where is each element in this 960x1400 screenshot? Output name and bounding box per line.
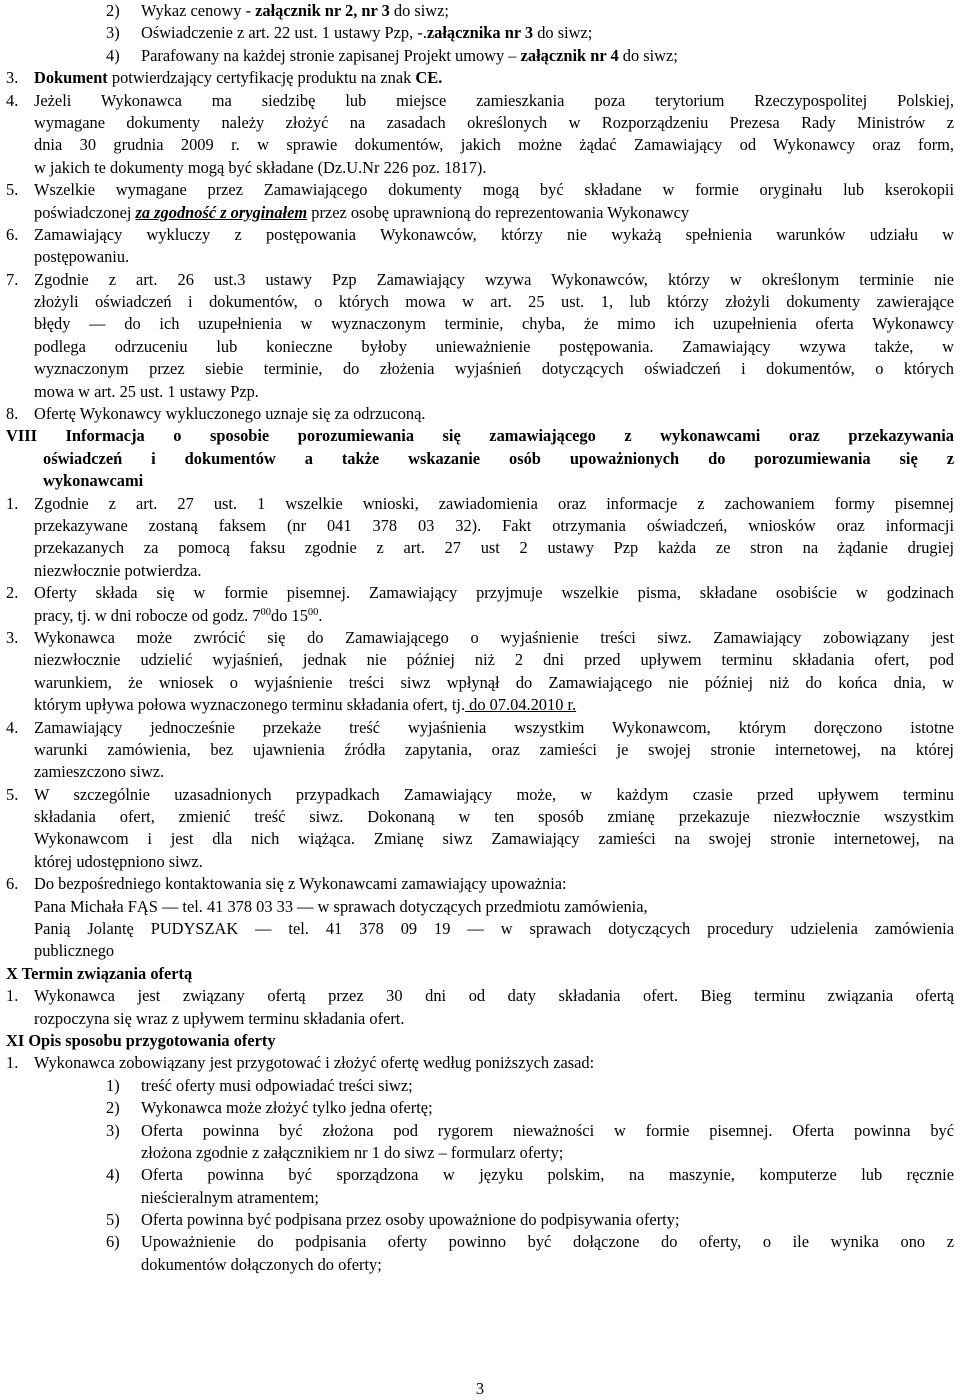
list-item: 6. Zamawiający wykluczy z postępowania Wykonawców, którzy nie wykażą spełnienia warunków udziału w xyxy=(6,224,954,244)
list-item: 2) Wykonawca może złożyć tylko jedna ofertę; xyxy=(106,1098,433,1118)
list-item: 6) Upoważnienie do podpisania oferty powinno być dołączone do oferty, o ile wynika ono z xyxy=(106,1232,954,1252)
document-page: 2) Wykaz cenowy - załącznik nr 2, nr 3 do siwz; 3) Oświadczenie z art. 22 ust. 1 ustawy Pzp, -.załącznika nr 3 do siwz; 4) Parafowany na każdej stronie zapisanej Projekt umowy – załącznik nr 4 do siwz; 3. Dokument potwierdzający certyfikację produktu na znak CE. 4. Jeżeli Wykonawca ma siedzibę lub miejsce zamieszkania poza terytorium Rzeczypospolitej Polskiej, wymagane dokumenty należy złożyć na zasadach określonych w Rozporządzeniu Prezesa Rady Ministrów z dnia 30 grudnia 2009 r. w sprawie dokumentów, jakich możne żądać Zamawiający od Wykonawcy oraz form, w jakich te dokumenty mogą być składane (Dz.U.Nr 226 poz. 1817). 5. Wszelkie wymagane przez Zamawiającego dokumenty mogą być składane w formie oryginału lub kserokopii poświadczonej za zgodność z oryginałem przez osobę uprawnioną do reprezentowania Wykonawcy 6. Zamawiający wykluczy z postępowania Wykonawców, którzy nie wykażą spełnienia warunków udziału w postępowaniu. 7. Zgodnie z art. 26 ust.3 ustawy Pzp Zamawiający wzywa Wykonawców, którzy w określonym terminie nie złożyli oświadczeń i dokumentów, o których mowa w art. 25 ust. 1, lub którzy złożyli dokumenty zawierające błędy — do ich uzupełnienia w wyznaczonym terminie, chyba, że mimo ich uzupełnienia oferta Wykonawcy podlega odrzuceniu lub konieczne byłoby unieważnienie postępowania. Zamawiający wzywa także, w wyznaczonym przez siebie terminie, do złożenia wyjaśnień dotyczących oświadczeń i dokumentów, o których mowa w art. 25 ust. 1 ustawy Pzp. 8. Ofertę Wykonawcy wykluczonego uznaje się za odrzuconą. VIII Informacja o sposobie porozumiewania się zamawiającego z wykonawcami oraz przekazywania oświadczeń i dokumentów a także wskazanie osób upoważnionych do porozumiewania się z wykonawcami 1. Zgodnie z art. 27 ust. 1 wszelkie wnioski, zawiadomienia oraz informacje z zachowaniem formy pisemnej przekazywane zostaną faksem (nr 041 378 03 32). Fakt otrzymania oświadczeń, wniosków oraz informacji przekazanych za pomocą faksu zgodnie z art. 27 ust 2 ustawy Pzp każda ze stron na żądanie drugiej niezwłocznie potwierdza. 2. Oferty składa się w formie pisemnej. Zamawiający przyjmuje wszelkie pisma, składane osobiście w godzinach pracy, tj. w dni robocze od godz. $7^{00}do$ $15^{00}$. 3. Wykonawca może zwrócić się do Zamawiającego o wyjaśnienie treści siwz. Zamawiający zobowiązany jest niezwłocznie udzielić wyjaśnień, jednak nie później niż 2 dni przed upływem terminu składania ofert, pod warunkiem, że wniosek o wyjaśnienie treści siwz wpłynął do Zamawiającego nie później niż do końca dnia, w którym upływa połowa wyznaczonego terminu składania ofert, tj. do 07.04.2010 r. 4. Zamawiający jednocześnie przekaże treść wyjaśnienia wszystkim Wykonawcom, którym doręczono istotne warunki zamówienia, bez ujawnienia źródła zapytania, oraz zamieści je swojej stronie internetowej, na której zamieszczono siwz. 5. W szczególnie uzasadnionych przypadkach Zamawiający może, w każdym czasie przed upływem terminu składania ofert, zmienić treść siwz. Dokonaną w ten sposób zmianę przekazuje niezwłocznie wszystkim Wykonawcom i jest dla nich wiążąca. Zmianę siwz Zamawiający zamieści na swojej stronie internetowej, na której udostępniono siwz. 6. Do bezpośredniego kontaktowania się z Wykonawcami zamawiający upoważnia: Pana Michała FĄS — tel. 41 378 03 33 — w sprawach dotyczących przedmiotu zamówienia, Panią Jolantę PUDYSZAK — tel. 41 378 09 19 — w sprawach dotyczących procedury udzielenia zamówienia publicznego X Termin związania ofertą 1. Wykonawca jest związany ofertą przez 30 dni od daty składania ofert. Bieg terminu związania ofertą rozpoczyna się wraz z upływem terminu składania ofert. XI Opis sposobu przygotowania oferty 1. Wykonawca zobowiązany jest przygotować i złożyć ofertę według poniższych zasad: 1) treść oferty musi odpowiadać treści siwz; 2) Wykonawca może złożyć tylko jedna ofertę; 3) Oferta powinna być złożona pod rygorem nieważności w formie pisemnej. Oferta powinna być złożona zgodnie z załącznikiem nr 1 do siwz – formularz oferty; 4) Oferta powinna być sporządzona w języku polskim, na maszynie, komputerze lub ręcznie nieścieralnym atramentem; 5) Oferta powinna być podpisana przez osoby upoważnione do podpisywania oferty; 6) Upoważnienie do podpisania oferty powinno być dołączone do oferty, o ile wynika ono z dokumentów dołączonych do oferty; 3 xyxy=(0,0,960,1399)
list-item: 2) Wykaz cenowy - załącznik nr 2, nr 3 do siwz; xyxy=(106,1,449,20)
list-item: 1) treść oferty musi odpowiadać treści siwz; xyxy=(106,1075,413,1095)
list-item: 1. Zgodnie z art. 27 ust. 1 wszelkie wnioski, zawiadomienia oraz informacje z zachowaniem formy pisemnej xyxy=(6,493,954,513)
list-item: 3. Dokument potwierdzający certyfikację produktu na znak CE. xyxy=(6,68,443,88)
list-item: 6. Do bezpośredniego kontaktowania się z Wykonawcami zamawiający upoważnia: xyxy=(6,874,567,894)
list-item: 4) Oferta powinna być sporządzona w języku polskim, na maszynie, komputerze lub ręcznie xyxy=(106,1165,954,1185)
list-item: 5) Oferta powinna być podpisana przez osoby upoważnione do podpisywania oferty; xyxy=(106,1210,680,1230)
section-heading: X Termin związania ofertą xyxy=(6,963,193,983)
list-item: 5. W szczególnie uzasadnionych przypadkach Zamawiający może, w każdym czasie przed upływem terminu xyxy=(6,784,954,804)
page-number: 3 xyxy=(475,1379,485,1398)
list-item: 4) Parafowany na każdej stronie zapisanej Projekt umowy – załącznik nr 4 do siwz; xyxy=(106,45,678,65)
list-item: 5. Wszelkie wymagane przez Zamawiającego dokumenty mogą być składane w formie oryginału lub kserokopii xyxy=(6,180,954,200)
list-item: 3) Oświadczenie z art. 22 ust. 1 ustawy Pzp, -.załącznika nr 3 do siwz; xyxy=(106,23,593,43)
list-item: 1. Wykonawca zobowiązany jest przygotować i złożyć ofertę według poniższych zasad: xyxy=(6,1053,595,1073)
list-item: 3) Oferta powinna być złożona pod rygorem nieważności w formie pisemnej. Oferta powinna być xyxy=(106,1120,954,1140)
list-item: 7. Zgodnie z art. 26 ust.3 ustawy Pzp Zamawiający wzywa Wykonawców, którzy w określonym terminie nie xyxy=(6,269,954,289)
section-heading: XI Opis sposobu przygotowania oferty xyxy=(6,1030,276,1050)
list-item: 1. Wykonawca jest związany ofertą przez 30 dni od daty składania ofert. Bieg terminu związania ofertą xyxy=(6,986,954,1006)
list-item: 2. Oferty składa się w formie pisemnej. Zamawiający przyjmuje wszelkie pisma, składane osobiście w godzinach xyxy=(6,583,954,603)
list-item: 4. Zamawiający jednocześnie przekaże treść wyjaśnienia wszystkim Wykonawcom, którym doręczono istotne xyxy=(6,717,954,737)
list-item: 3. Wykonawca może zwrócić się do Zamawiającego o wyjaśnienie treści siwz. Zamawiający zobowiązany jest xyxy=(6,627,954,647)
list-item: 4. Jeżeli Wykonawca ma siedzibę lub miejsce zamieszkania poza terytorium Rzeczypospolitej Polskiej, xyxy=(6,90,954,110)
section-heading: VIII Informacja o sposobie porozumiewania się zamawiającego z wykonawcami oraz przekazywania xyxy=(6,426,954,446)
list-item: 8. Ofertę Wykonawcy wykluczonego uznaje się za odrzuconą. xyxy=(6,404,426,424)
